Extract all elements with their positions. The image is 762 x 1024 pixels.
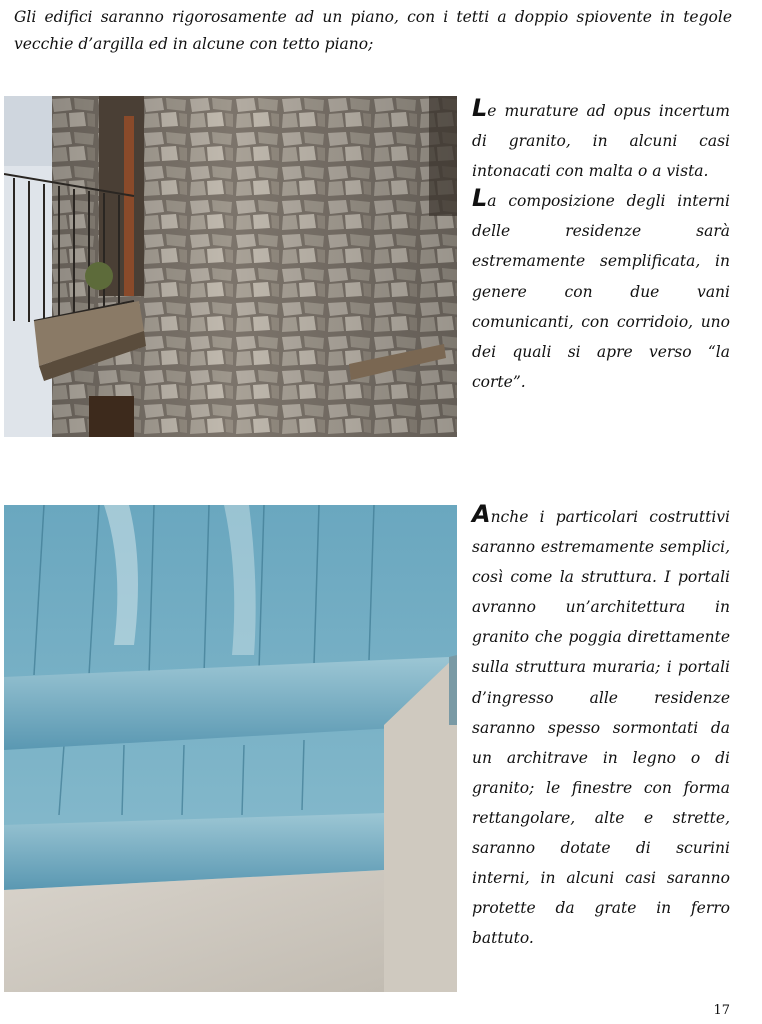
drop-cap: L bbox=[472, 94, 488, 122]
intro-paragraph: Gli edifici saranno rigorosamente ad un piano, con i tetti a doppio spiovente in tegole vecchie d’argilla ed in alcune con tetto piano; bbox=[14, 8, 732, 53]
text-column-bottom bbox=[472, 502, 730, 953]
text-column-top bbox=[472, 96, 730, 397]
page-number: 17 bbox=[713, 1003, 730, 1018]
paragraph-particolari: Anche i particolari costruttivi saranno estremamente semplici, così come la struttura. I portali avranno un’architettura in granito che poggia direttamente sulla struttura muraria; i portali d’ingresso alle residenze saranno spesso sormontati da un architrave in legno o di granito; le finestre con forma rettangolare, alte e strette, saranno dotate di scurini interni, in alcuni casi saranno protette da grate in ferro battuto. bbox=[472, 500, 730, 948]
paragraph-murature: Le murature ad opus incertum di granito, in alcuni casi intonacati con malta o a vista. bbox=[472, 94, 730, 181]
stone-wall-photo bbox=[4, 96, 457, 437]
drop-cap: A bbox=[472, 500, 491, 528]
wooden-ceiling-photo bbox=[4, 505, 457, 992]
paragraph-composizione: La composizione degli interni delle residenze sarà estremamente semplificata, in genere con due vani comunicanti, con corridoio, uno dei quali si apre verso “la corte”. bbox=[472, 184, 730, 391]
drop-cap: L bbox=[472, 184, 488, 213]
